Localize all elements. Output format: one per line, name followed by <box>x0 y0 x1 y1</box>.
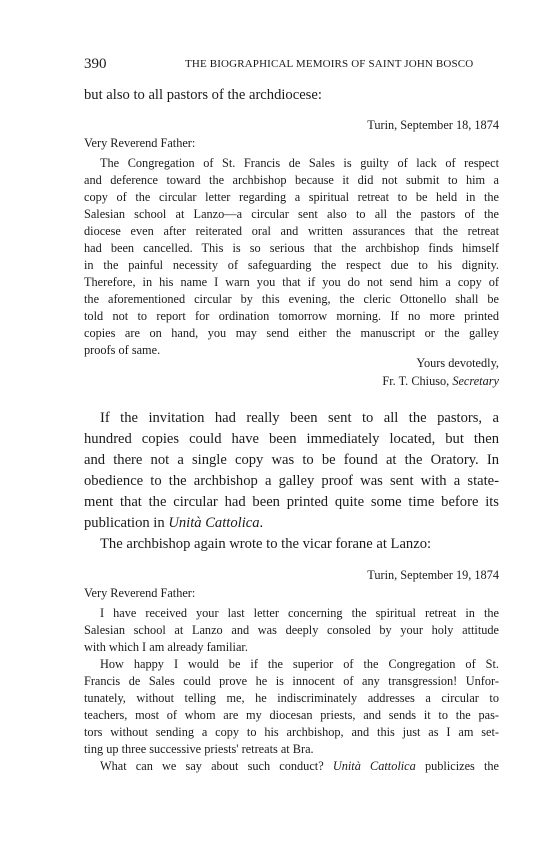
letter2-line: with which I am already familiar. <box>84 640 248 654</box>
letter1-line: diocese even after reiterated oral and written assurances that the retreat <box>84 224 499 238</box>
letter1-signature <box>382 374 499 389</box>
letter1-line: Therefore, in his name I warn you that if you do not send him a copy of <box>84 275 499 289</box>
letter2-line: How happy I would be if the superior of the Congregation of St. <box>100 657 499 671</box>
letter2-line: tors without sending a copy to his archbishop, and this just as I am set- <box>84 725 499 739</box>
letter1-line: proofs of same. <box>84 343 161 357</box>
letter1-line: in the painful necessity of safeguarding the respect due to his dignity. <box>84 258 499 272</box>
narrative-last-line <box>84 515 263 532</box>
letter1-closing: Yours devotedly, <box>416 356 499 370</box>
narrative-line: obedience to the archbishop a galley proof was sent with a state- <box>84 473 499 489</box>
publication-title: Unità Cattolica <box>332 759 416 773</box>
text-span: publicizes the <box>415 759 500 773</box>
letter1-line: Salesian school at Lanzo—a circular sent also to all the pastors of the <box>84 207 499 221</box>
letter2-dateline: Turin, September 19, 1874 <box>367 568 499 582</box>
letter2-salutation: Very Reverend Father: <box>84 586 196 600</box>
letter2-line: teachers, most of whom are my diocesan priests, and sends it to the pas- <box>84 708 499 722</box>
letter2-line: tunately, without telling me, he indiscriminately addresses a circular to <box>84 691 499 705</box>
narrative-transition: The archbishop again wrote to the vicar forane at Lanzo: <box>100 536 432 552</box>
narrative-line: hundred copies could have been immediately located, but then <box>84 431 499 447</box>
letter2-line: Salesian school at Lanzo and was deeply consoled by your holy attitude <box>84 623 499 637</box>
letter1-line: copy of the circular letter regarding a spiritual retreat to be held in the <box>84 190 499 204</box>
text-span: . <box>259 515 264 531</box>
page-number: 390 <box>84 56 107 72</box>
letter1-salutation: Very Reverend Father: <box>84 136 196 150</box>
letter1-dateline: Turin, September 18, 1874 <box>367 118 499 132</box>
narrative-line: If the invitation had really been sent to all the pastors, a <box>100 410 499 426</box>
signature-name: Fr. T. Chiuso, <box>382 374 453 388</box>
letter2-last-line <box>100 759 499 774</box>
letter2-line: I have received your last letter concerning the spiritual retreat in the <box>100 606 499 620</box>
letter1-line: told not to report for ordination tomorrow morning. If no more printed <box>84 309 499 323</box>
narrative-line: ment that the circular had been printed quite some time before its <box>84 494 499 510</box>
signature-title: Secretary <box>452 374 499 388</box>
text-span: What can we say about such conduct? <box>100 759 333 773</box>
letter1-line: copies are on hand, you may send either the manuscript or the galley <box>84 326 499 340</box>
letter1-line: had been cancelled. This is so serious that the archbishop finds himself <box>84 241 499 255</box>
text-span: publication in <box>84 515 169 531</box>
intro-line: but also to all pastors of the archdiocese: <box>84 87 322 103</box>
letter1-line: The Congregation of St. Francis de Sales is guilty of lack of respect <box>100 156 499 170</box>
letter1-line: the aforementioned circular by this evening, the cleric Ottonello shall be <box>84 292 499 306</box>
page-header <box>84 56 499 74</box>
letter1-line: and deference toward the archbishop because it did not submit to him a <box>84 173 499 187</box>
running-title: THE BIOGRAPHICAL MEMOIRS OF SAINT JOHN BOSCO <box>185 58 474 70</box>
publication-title: Unità Cattolica <box>168 515 260 531</box>
letter2-line: Francis de Sales could prove he is innocent of any transgression! Unfor- <box>84 674 499 688</box>
narrative-line: and there not a single copy was to be found at the Oratory. In <box>84 452 499 468</box>
letter2-line: ting up three successive priests' retreats at Bra. <box>84 742 314 756</box>
